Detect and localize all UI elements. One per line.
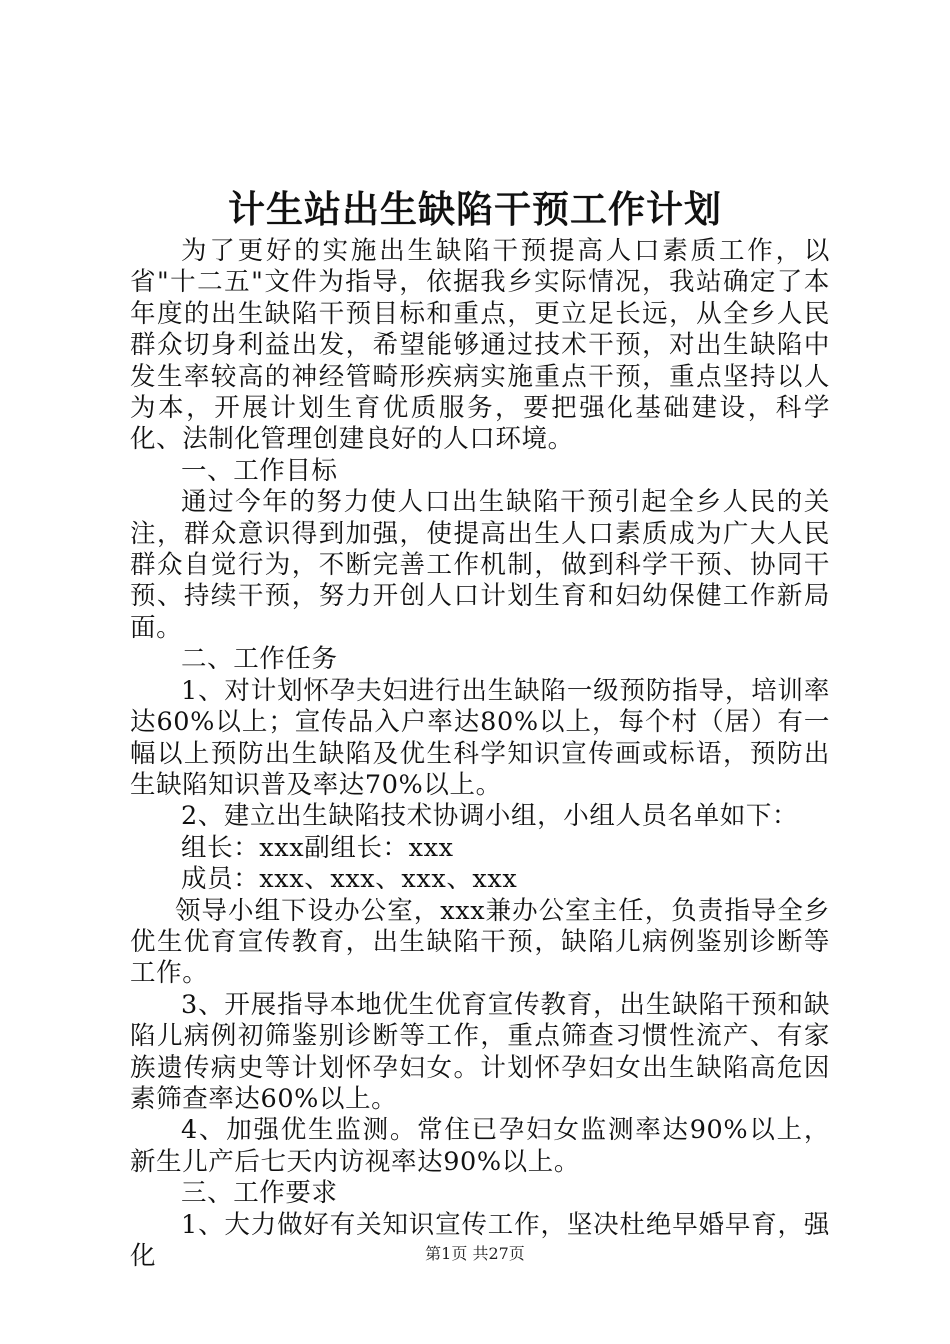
task-item-2: 2、建立出生缺陷技术协调小组，小组人员名单如下：	[181, 801, 799, 832]
office-paragraph: 领导小组下设办公室，xxx兼办公室主任，负责指导全乡优生优育宣传教育，出生缺陷干预，缺陷儿病例鉴别诊断等工作。	[130, 895, 830, 989]
document-title: 计生站出生缺陷干预工作计划	[228, 187, 722, 231]
task-item-3: 3、开展指导本地优生优育宣传教育，出生缺陷干预和缺陷儿病例初筛鉴别诊断等工作，重点筛查习惯性流产、有家族遗传病史等计划怀孕妇女。计划怀孕妇女出生缺陷高危因素筛查率达60%以上。	[130, 989, 830, 1114]
section-heading-tasks: 二、工作任务	[181, 644, 338, 675]
task-item-1: 1、对计划怀孕夫妇进行出生缺陷一级预防指导，培训率达60%以上；宣传品入户率达80%以上，每个村（居）有一幅以上预防出生缺陷及优生科学知识宣传画或标语，预防出生缺陷知识普及率达70%以上。	[130, 675, 830, 800]
page-footer: 第1页 共27页	[425, 1244, 525, 1263]
group-members-line: 成员：xxx、xxx、xxx、xxx	[181, 864, 518, 895]
group-leaders-line: 组长：xxx副组长：xxx	[181, 832, 454, 863]
task-item-4: 4、加强优生监测。常住已孕妇女监测率达90%以上，新生儿产后七天内访视率达90%以上。	[130, 1115, 830, 1177]
requirement-item-1: 1、大力做好有关知识宣传工作，坚决杜绝早婚早育，强化	[130, 1209, 830, 1271]
section-heading-requirements: 三、工作要求	[181, 1178, 338, 1209]
document-body	[130, 236, 830, 1272]
intro-paragraph: 为了更好的实施出生缺陷干预提高人口素质工作，以省"十二五"文件为指导，依据我乡实际情况，我站确定了本年度的出生缺陷干预目标和重点，更立足长远，从全乡人民群众切身利益出发，希望能够通过技术干预，对出生缺陷中发生率较高的神经管畸形疾病实施重点干预，重点坚持以人为本，开展计划生育优质服务，要把强化基础建设，科学化、法制化管理创建良好的人口环境。	[130, 236, 830, 455]
section-heading-goals: 一、工作目标	[181, 455, 338, 486]
goals-paragraph: 通过今年的努力使人口出生缺陷干预引起全乡人民的关注，群众意识得到加强，使提高出生人口素质成为广大人民群众自觉行为，不断完善工作机制，做到科学干预、协同干预、持续干预，努力开创人口计划生育和妇幼保健工作新局面。	[130, 487, 830, 643]
